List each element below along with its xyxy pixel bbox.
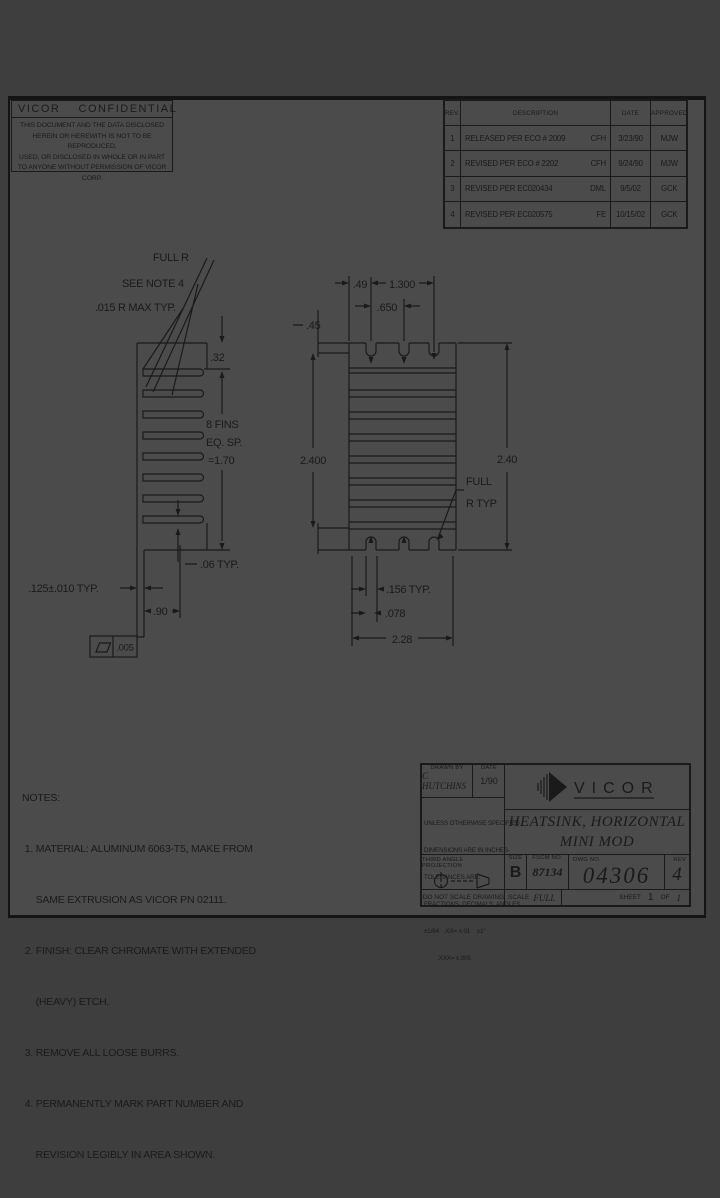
size-cell (505, 855, 527, 890)
rev-number: 2 (445, 151, 461, 176)
scale-label: SCALE (508, 894, 530, 901)
rev-date: 10/15/02 (611, 202, 651, 227)
rev-initials: DML (590, 184, 606, 194)
dim-fins-2: EQ. SP. (206, 437, 243, 449)
dim-078: .078 (385, 608, 406, 620)
tolerance-line: ±1/64 .XX= ±.01 ±1° (424, 928, 486, 935)
drawn-date-cell (473, 765, 505, 798)
dim-156: .156 TYP. (386, 584, 431, 596)
drawn-by-label: DRAWN BY (430, 765, 464, 771)
description-col-header: DESCRIPTION (461, 101, 611, 126)
tolerance-line: TOLERANCES ARE: (424, 874, 481, 881)
note-line: 3. REMOVE ALL LOOSE BURRS. (22, 1047, 180, 1059)
rev-description-text: RELEASED PER ECO # 2009 (465, 133, 566, 143)
dim-49: .49 (352, 279, 368, 291)
note-line: 4. PERMANENTLY MARK PART NUMBER AND (22, 1098, 244, 1110)
size-row (505, 855, 689, 890)
rev-number: 3 (445, 177, 461, 202)
label-full-r-typ-2: R TYP (466, 498, 497, 510)
left-view (28, 252, 242, 657)
logo-triangle-icon (549, 772, 567, 802)
confidential-line: HEREIN OR HEREWITH IS NOT TO BE REPRODUCED, (32, 132, 152, 150)
dim-fins-3: =1.70 (208, 455, 235, 467)
drawn-date-label: DATE (480, 765, 498, 771)
dim-fins-1: 8 FINS (206, 419, 239, 431)
tolerance-line: FRACTIONS DECIMALS ANGLES (424, 901, 521, 908)
left-view-outline (137, 343, 230, 637)
confidential-stamp (11, 100, 178, 182)
rev-number: 1 (445, 126, 461, 151)
label-see-note-4: SEE NOTE 4 (122, 278, 184, 290)
label-full-r: FULL R (153, 252, 189, 264)
rev-description-text: REVISED PER EC020575 (465, 209, 553, 219)
rev-description (461, 126, 611, 151)
confidential-title: VICOR CONFIDENTIAL (12, 101, 172, 118)
rev-value: 4 (672, 864, 682, 885)
rev-approved: GCK (661, 209, 678, 219)
note-line: 2. FINISH: CLEAR CHROMATE WITH EXTENDED (22, 945, 256, 957)
flatness-value: .005 (116, 642, 134, 654)
rev-description (461, 177, 611, 202)
note-line: REVISION LEGIBLY IN AREA SHOWN. (22, 1149, 216, 1161)
revision-table (443, 99, 688, 229)
do-not-scale-label: DO NOT SCALE DRAWING (422, 894, 505, 901)
size-label: SIZE (508, 855, 523, 861)
right-view-outline (349, 343, 456, 550)
rev-date: 3/23/90 (611, 126, 651, 151)
sheet-number: 1 (647, 892, 654, 903)
note-line: (HEAVY) ETCH. (22, 996, 110, 1008)
sheet-label: SHEET (619, 894, 641, 901)
drawn-date-value: 1/90 (480, 776, 498, 786)
drawing-title-line1: HEATSINK, HORIZONTAL (508, 814, 686, 830)
scale-cell (505, 890, 562, 905)
projection-label: THIRD ANGLE PROJECTION (422, 857, 464, 869)
rev-date: 9/24/90 (611, 151, 651, 176)
rev-approved: MJW (651, 151, 688, 176)
title-block-right-column (505, 765, 689, 905)
rev-initials: CFH (590, 133, 606, 143)
sheet-of-label: OF (660, 894, 670, 901)
tolerance-line: UNLESS OTHERWISE SPECIFIED (424, 820, 520, 827)
label-full-r-typ-1: FULL (466, 476, 492, 488)
note-line: SAME EXTRUSION AS VICOR PN 02111. (22, 894, 227, 906)
sheet-total: 1 (676, 892, 681, 903)
dim-90: .90 (153, 606, 168, 618)
dim-2400: 2.400 (299, 455, 327, 467)
fscm-label: FSCM NO. (532, 855, 563, 861)
rev-col-header: REV. (445, 101, 461, 126)
confidential-line: TO ANYONE WITHOUT PERMISSION OF VICOR CORP. (17, 164, 167, 182)
rev-approved: MJW (651, 126, 688, 151)
drawing-title-line2: MINI MOD (559, 834, 635, 850)
dim-45: .45 (306, 320, 321, 332)
scale-row (505, 890, 689, 905)
dim-228: 2.28 (391, 634, 413, 646)
rev-date: 9/5/02 (611, 177, 651, 202)
flatness-icon (96, 636, 113, 657)
note-line: NOTES: (22, 792, 60, 804)
rev-description-text: REVISED PER EC020434 (465, 184, 553, 194)
drawn-by-value: C HUTCHINS (422, 771, 467, 791)
projection-cell (422, 855, 505, 890)
title-block (420, 763, 691, 962)
right-view-slots (366, 343, 439, 550)
sheet-cell (562, 890, 689, 905)
tolerance-line: .XXX= ±.005 (424, 955, 471, 962)
drawing-title (505, 810, 689, 855)
rev-initials: FE (596, 209, 606, 219)
flatness-callout (90, 636, 137, 657)
dim-650: .650 (376, 302, 398, 314)
dim-32: .32 (210, 352, 225, 364)
fscm-value: 87134 (532, 864, 563, 879)
rev-approved: GCK (651, 177, 688, 202)
rev-initials: CFH (590, 158, 606, 168)
scale-value: FULL (533, 892, 556, 903)
drawn-by-cell (422, 765, 473, 798)
fscm-cell (527, 855, 569, 890)
note-line: 1. MATERIAL: ALUMINUM 6063-T5, MAKE FROM (22, 843, 253, 855)
tolerance-line: DIMENSIONS ARE IN INCHES- (424, 847, 510, 854)
confidential-text (12, 118, 172, 184)
size-value: B (509, 864, 522, 881)
mounting-tabs (318, 310, 349, 554)
confidential-line: THIS DOCUMENT AND THE DATA DISCLOSED (20, 122, 164, 129)
date-col-header: DATE (611, 101, 651, 126)
dwg-no-label: DWG NO. (573, 857, 601, 863)
dim-06: .06 TYP. (200, 559, 239, 571)
confidential-line: USED, OR DISCLOSED IN WHOLE OR IN PART (19, 153, 165, 161)
rev-label: REV (673, 857, 686, 863)
rev-description-text: REVISED PER ECO # 2202 (465, 158, 559, 168)
rev-number: 4 (445, 202, 461, 227)
notes-block (22, 756, 256, 1198)
rev-description (461, 202, 611, 227)
vicor-logo (505, 765, 689, 810)
label-r-max: .015 R MAX TYP. (95, 302, 176, 314)
dwg-no-cell (569, 855, 665, 890)
brand-text: VICOR (574, 780, 660, 797)
rev-cell (665, 855, 689, 890)
right-view (293, 276, 517, 646)
dwg-no-value: 04306 (582, 863, 651, 888)
right-view-fin-lines (349, 368, 456, 529)
waveform-icon (538, 774, 547, 800)
dim-1300: 1.300 (388, 279, 416, 291)
dim-125: .125±.010 TYP. (28, 583, 99, 595)
dim-240: 2.40 (496, 454, 518, 466)
rev-description (461, 151, 611, 176)
approved-col-header: APPROVED (651, 101, 688, 126)
